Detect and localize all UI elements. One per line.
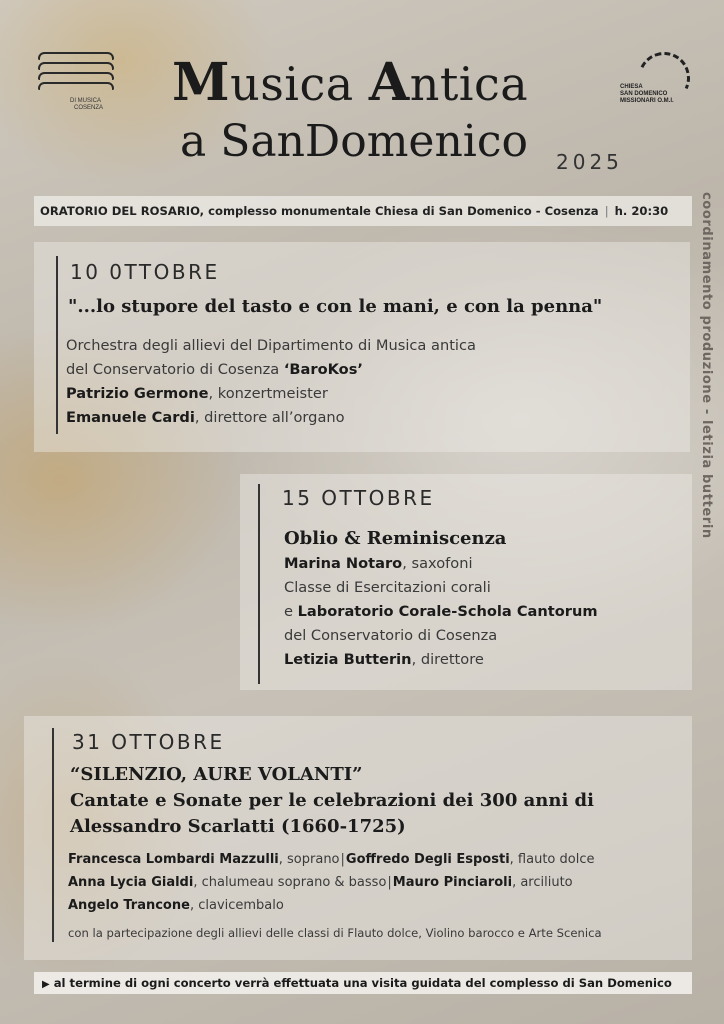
- conservatorio-logo: [34, 50, 124, 122]
- conservatorio-logo-caption: DI MUSICA COSENZA: [70, 98, 104, 111]
- event-divider-line: [56, 256, 58, 434]
- venue-bar: [34, 196, 692, 226]
- side-credit: [696, 192, 718, 552]
- event-details: Orchestra degli allievi del Dipartimento di Musica antica del Conservatorio di Cosenza ‘BaroKos’ Patrizio Germone, konzertmeister Emanuele Cardi, direttore all’organo: [66, 337, 476, 426]
- event-panel-10-october: [34, 242, 690, 452]
- event-panel-31-october: [24, 716, 692, 960]
- san-domenico-logo: [620, 50, 690, 120]
- san-domenico-logo-caption: CHIESA SAN DOMENICO MISSIONARI O.M.I.: [620, 84, 674, 104]
- festival-title-line1: Musica Antica: [172, 52, 529, 113]
- footer-bar: [34, 972, 692, 994]
- logo-wave-line: [38, 72, 114, 80]
- venue-time: h. 20:30: [614, 204, 669, 218]
- event-date: 15 OTTOBRE: [282, 486, 435, 510]
- venue-separator: |: [604, 204, 609, 218]
- event-details: Marina Notaro, saxofoni Classe di Esercitazioni corali e Laboratorio Corale-Schola Cantorum del Conservatorio di Cosenza Letizia Butterin, direttore: [284, 555, 598, 668]
- venue-text: [40, 204, 668, 218]
- event-divider-line: [258, 484, 260, 684]
- side-credit-text: coordinamento produzione - letizia butterin: [699, 192, 714, 539]
- logo-wave-line: [38, 52, 114, 60]
- logo-wave-line: [38, 62, 114, 70]
- event-performers: Francesca Lombardi Mazzulli, soprano|Goffredo Degli Esposti, flauto dolce Anna Lycia Gialdi, chalumeau soprano & basso|Mauro Pinciaroli, arciliuto Angelo Trancone, clavicembalo: [68, 852, 595, 913]
- event-title: Oblio & Reminiscenza: [284, 528, 507, 549]
- event-subtitle: Alessandro Scarlatti (1660-1725): [70, 816, 406, 837]
- festival-year: 2025: [556, 150, 623, 174]
- festival-title-line2: a SanDomenico: [180, 116, 529, 167]
- event-divider-line: [52, 728, 54, 942]
- event-title: “SILENZIO, AURE VOLANTI”: [70, 764, 363, 785]
- event-title: "...lo stupore del tasto e con le mani, e con la penna": [68, 296, 603, 317]
- play-arrow-icon: ▶: [42, 979, 50, 990]
- event-date: 10 0TTOBRE: [70, 260, 220, 284]
- event-subtitle: Cantate e Sonate per le celebrazioni dei 300 anni di: [70, 790, 594, 811]
- logo-wave-line: [38, 82, 114, 90]
- footer-text: ▶ al termine di ogni concerto verrà effettuata una visita guidata del complesso di San Domenico: [42, 976, 672, 990]
- event-panel-15-october: [240, 474, 692, 690]
- venue-place: ORATORIO DEL ROSARIO, complesso monumentale Chiesa di San Domenico - Cosenza: [40, 204, 599, 218]
- event-date: 31 OTTOBRE: [72, 730, 225, 754]
- event-note: con la partecipazione degli allievi delle classi di Flauto dolce, Violino barocco e Arte Scenica: [68, 926, 602, 940]
